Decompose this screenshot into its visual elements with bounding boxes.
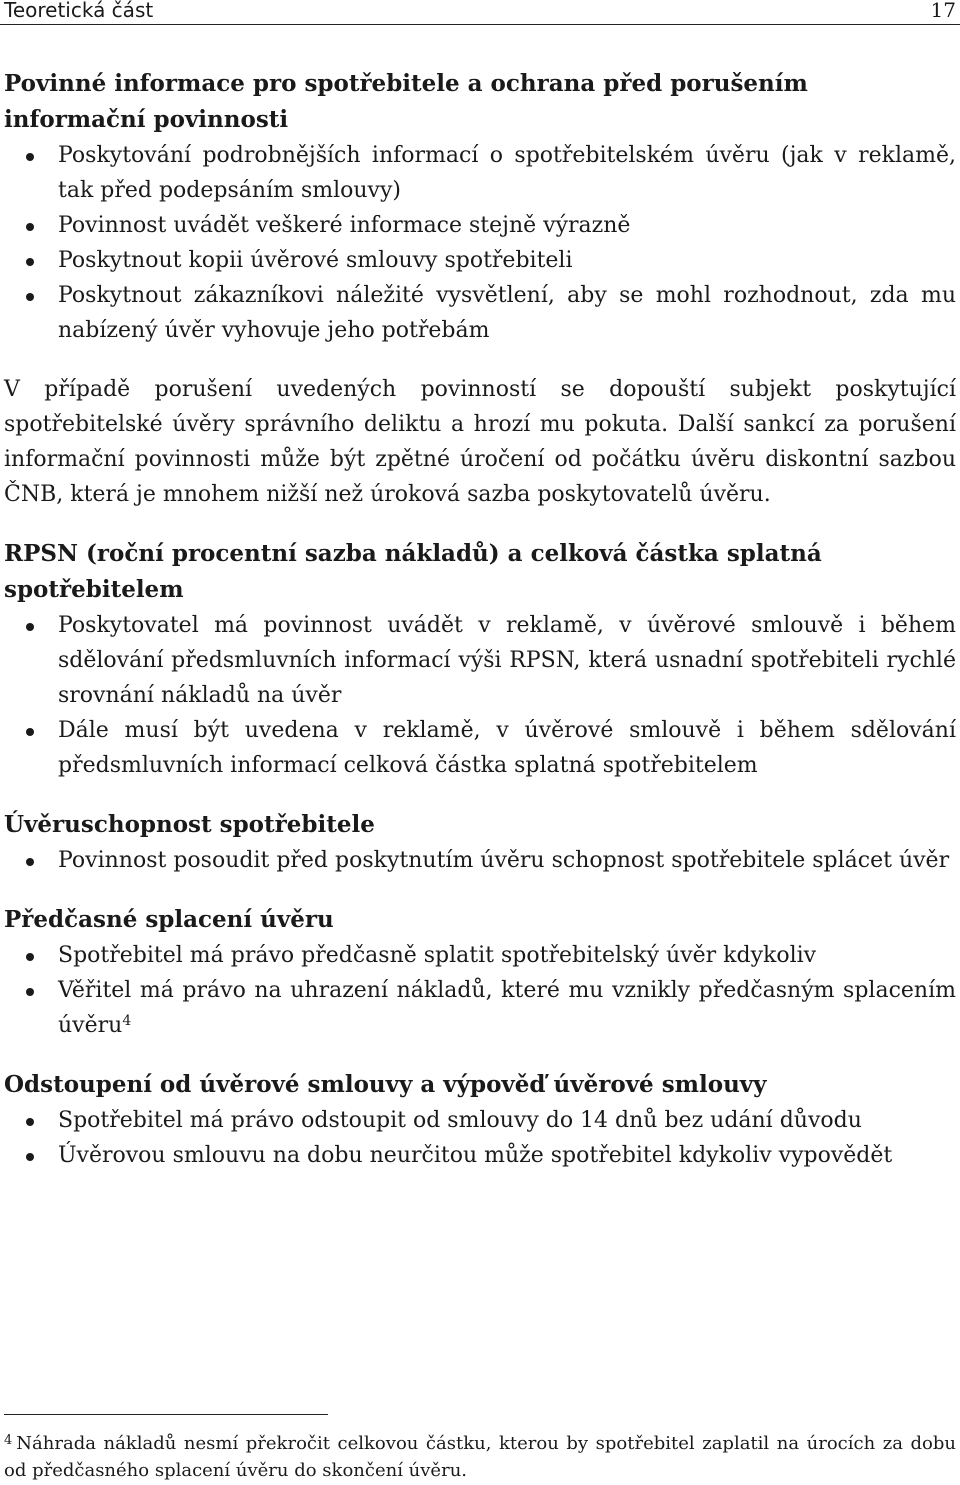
bullet-list <box>4 138 956 348</box>
list-item: Povinnost posoudit před poskytnutím úvěru schopnost spotřebitele splácet úvěr <box>4 843 956 878</box>
bullet-icon <box>26 1153 34 1161</box>
list-item: Spotřebitel má právo odstoupit od smlouvy do 14 dnů bez udání důvodu <box>4 1103 956 1138</box>
bullet-icon <box>26 223 34 231</box>
page-number: 17 <box>930 0 956 22</box>
bullet-list <box>4 608 956 783</box>
section-rpsn <box>4 536 956 783</box>
section-creditworthiness <box>4 807 956 878</box>
footnote-mark: 4 <box>4 1433 13 1448</box>
list-item: Povinnost uvádět veškeré informace stejně výrazně <box>4 208 956 243</box>
list-item: Poskytovatel má povinnost uvádět v reklamě, v úvěrové smlouvě i během sdělování předsmluvních informací výši RPSN, která usnadní spotřebiteli rychlé srovnání nákladů na úvěr <box>4 608 956 713</box>
list-item: Poskytnout zákazníkovi náležité vysvětlení, aby se mohl rozhodnout, zda mu nabízený úvěr vyhovuje jeho potřebám <box>4 278 956 348</box>
section-title: RPSN (roční procentní sazba nákladů) a celková částka splatná spotřebitelem <box>4 540 822 603</box>
footnote-text: Náhrada nákladů nesmí překročit celkovou částku, kterou by spotřebitel zaplatil na úrocích za dobu od předčasného splacení úvěru do skončení úvěru. <box>4 1433 956 1481</box>
section-withdrawal <box>4 1067 956 1173</box>
bullet-icon <box>26 293 34 301</box>
list-item: Dále musí být uvedena v reklamě, v úvěrové smlouvě i během sdělování předsmluvních informací celková částka splatná spotřebitelem <box>4 713 956 783</box>
list-item: Věřitel má právo na uhrazení nákladů, které mu vznikly předčasným splacením úvěru$^4$ <box>4 973 956 1043</box>
bullet-icon <box>26 953 34 961</box>
list-item: Poskytování podrobnějších informací o spotřebitelském úvěru (jak v reklamě, tak před podepsáním smlouvy) <box>4 138 956 208</box>
bullet-icon <box>26 858 34 866</box>
list-item: Poskytnout kopii úvěrové smlouvy spotřebiteli <box>4 243 956 278</box>
bullet-icon <box>26 1118 34 1126</box>
section-title: Úvěruschopnost spotřebitele <box>4 811 375 838</box>
bullet-icon <box>26 258 34 266</box>
footnote-reference[interactable]: 4 <box>122 1013 132 1029</box>
chapter-title: Teoretická část <box>4 0 154 22</box>
bullet-list <box>4 1103 956 1173</box>
bullet-list <box>4 938 956 1043</box>
section-title: Předčasné splacení úvěru <box>4 906 334 933</box>
section-title: Odstoupení od úvěrové smlouvy a výpověď úvěrové smlouvy <box>4 1071 767 1098</box>
section-early-repayment <box>4 902 956 1043</box>
section-sanctions <box>4 372 956 512</box>
list-item: Spotřebitel má právo předčasně splatit spotřebitelský úvěr kdykoliv <box>4 938 956 973</box>
bullet-icon <box>26 728 34 736</box>
section-information-duty <box>4 66 956 348</box>
list-item: Úvěrovou smlouvu na dobu neurčitou může spotřebitel kdykoliv vypovědět <box>4 1138 956 1173</box>
footnote-separator <box>4 1414 328 1415</box>
section-title: Povinné informace pro spotřebitele a ochrana před porušením informační povinnosti <box>4 70 808 133</box>
bullet-icon <box>26 153 34 161</box>
footnote <box>4 1430 956 1484</box>
bullet-icon <box>26 988 34 996</box>
running-header <box>0 0 960 25</box>
bullet-icon <box>26 623 34 631</box>
main-content <box>4 66 956 1197</box>
bullet-list <box>4 843 956 878</box>
body-paragraph: V případě porušení uvedených povinností se dopouští subjekt poskytující spotřebitelské úvěry správního deliktu a hrozí mu pokuta. Další sankcí za porušení informační povinnosti může být zpětné úročení od počátku úvěru diskontní sazbou ČNB, která je mnohem nižší než úroková sazba poskytovatelů úvěru. <box>4 377 956 507</box>
